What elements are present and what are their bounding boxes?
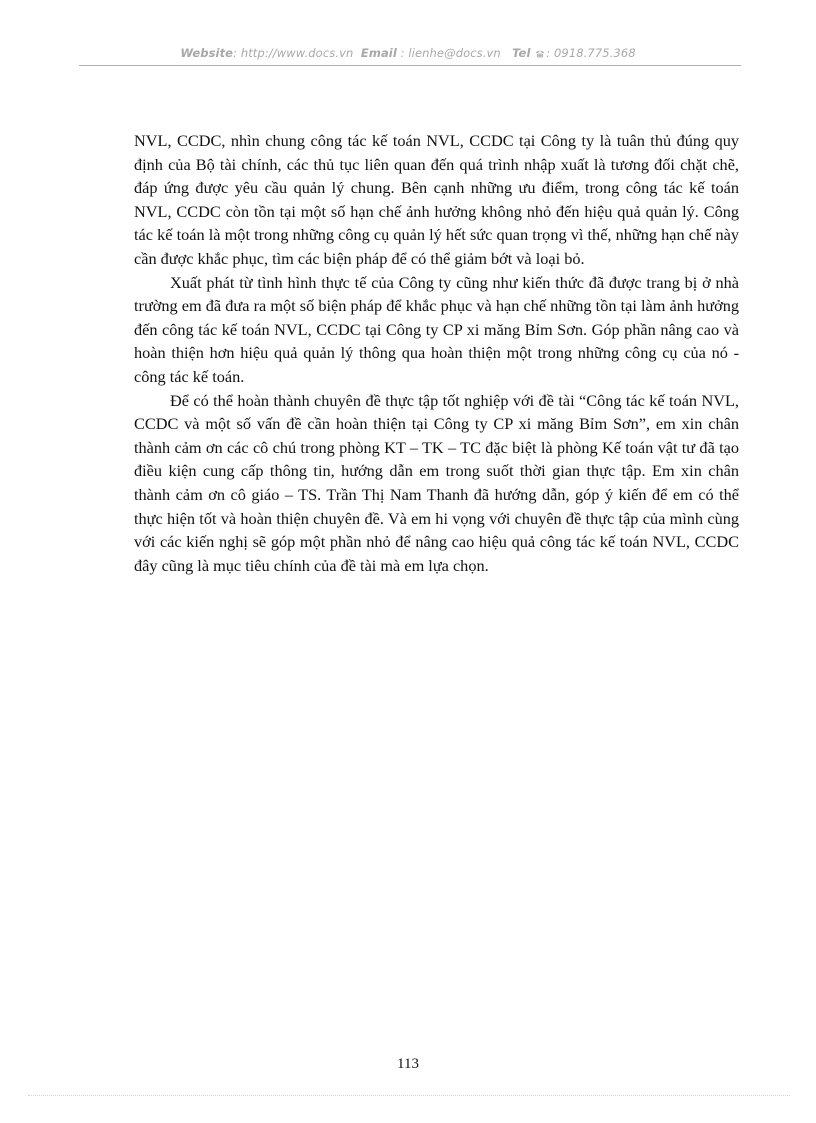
paragraph: Để có thể hoàn thành chuyên đề thực tập tốt nghiệp với đề tài “Công tác kế toán NVL, CCDC và một số vấn đề cần hoàn thiện tại Công ty CP xi măng Bỉm Sơn”, em xin chân thành cảm ơn các cô chú trong phòng KT – TK – TC đặc biệt là phòng Kế toán vật tư đã tạo điều kiện cung cấp thông tin, hướng dẫn em trong suốt thời gian thực tập. Em xin chân thành cảm ơn cô giáo – TS. Trần Thị Nam Thanh đã hướng dẫn, góp ý kiến để em có thể thực hiện tốt và hoàn thiện chuyên đề. Và em hi vọng với chuyên đề thực tập của mình cùng với các kiến nghị sẽ góp một phần nhỏ để nâng cao hiệu quả công tác kế toán NVL, CCDC đây cũng là mục tiêu chính của đề tài mà em lựa chọn. [134, 390, 739, 575]
website-label: Website [180, 46, 234, 60]
page-number: 113 [397, 1056, 419, 1072]
paragraph: Xuất phát từ tình hình thực tế của Công ty cũng như kiến thức đã được trang bị ở nhà trường em đã đưa ra một số biện pháp để khắc phục và hạn chế những tồn tại làm ảnh hưởng đến công tác kế toán NVL, CCDC tại Công ty CP xi măng Bỉm Sơn. Góp phần nâng cao và hoàn thiện hơn hiệu quả quản lý thông qua hoàn thiện một trong những công cụ của nó - công tác kế toán. [134, 272, 739, 386]
footer-divider [28, 1095, 790, 1096]
page-header [0, 46, 816, 60]
paragraph: NVL, CCDC, nhìn chung công tác kế toán NVL, CCDC tại Công ty là tuân thủ đúng quy định của Bộ tài chính, các thủ tục liên quan đến quá trình nhập xuất là tương đối chặt chẽ, đáp ứng được yêu cầu quản lý chung. Bên cạnh những ưu điểm, trong công tác kế toán NVL, CCDC còn tồn tại một số hạn chế ảnh hưởng không nhỏ đến hiệu quả quản lý. Công tác kế toán là một trong những công cụ quản lý hết sức quan trọng vì thế, những hạn chế này cần được khắc phục, tìm các biện pháp để có thể giảm bớt và loại bỏ. [134, 131, 739, 268]
telephone-icon [535, 49, 545, 58]
header-divider [79, 65, 741, 66]
document-body [134, 129, 739, 577]
website-link[interactable]: http://www.docs.vn [240, 46, 354, 60]
website-separator: : [233, 46, 241, 60]
email-label: Email [360, 46, 397, 60]
email-separator: : [396, 46, 409, 60]
email-link[interactable]: lienhe@docs.vn [408, 46, 501, 60]
tel-label: Tel [512, 46, 531, 60]
tel-value: : 0918.775.368 [546, 46, 636, 60]
